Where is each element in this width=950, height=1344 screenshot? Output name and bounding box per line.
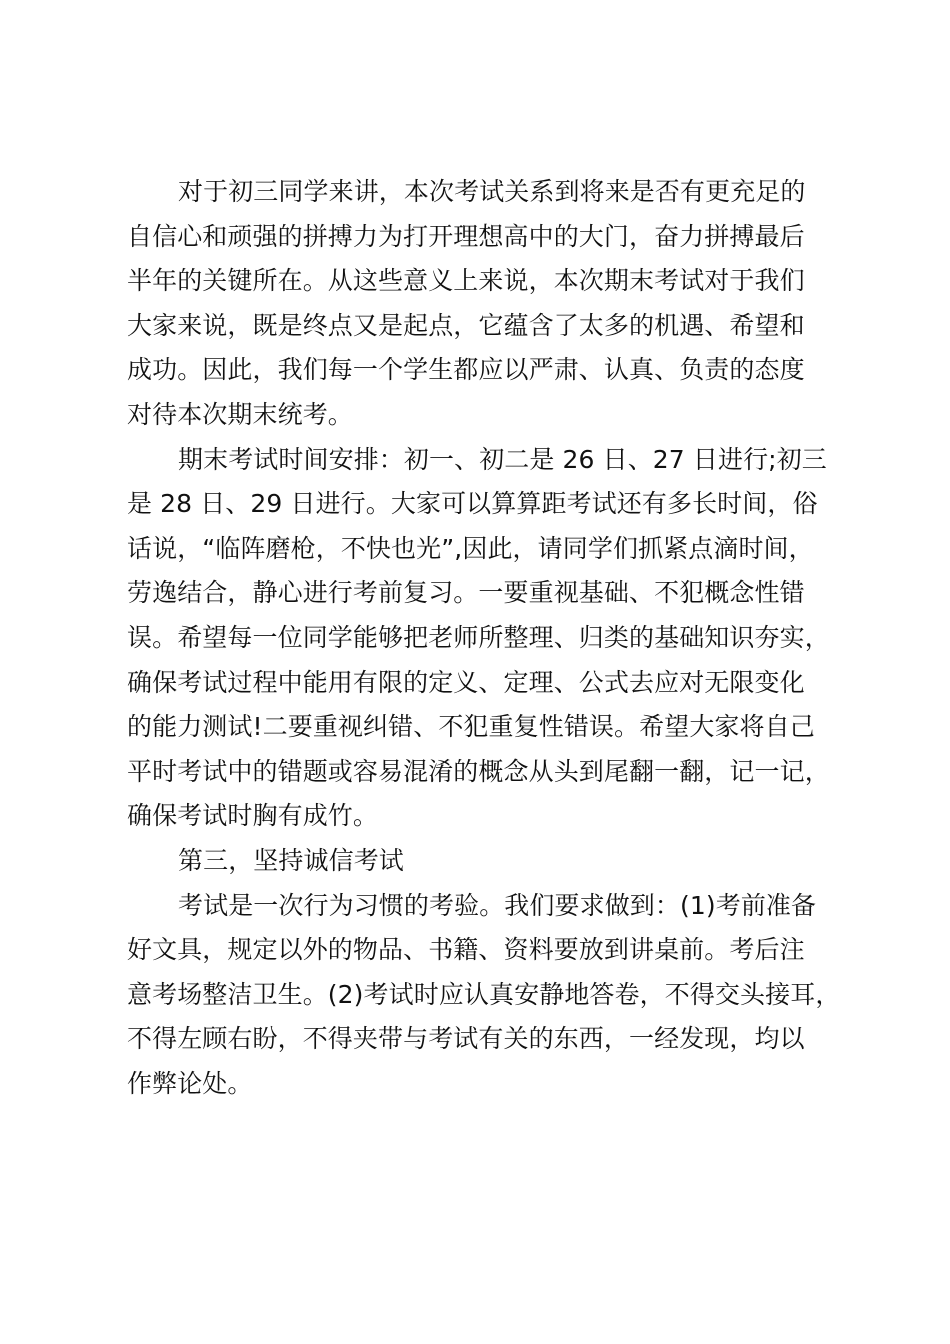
text-line: 考试是一次行为习惯的考验。我们要求做到：(1)考前准备 [178,890,817,920]
text-line: 自信心和顽强的拼搏力为打开理想高中的大门，奋力拼搏最后 [127,221,805,251]
text-line: 确保考试过程中能用有限的定义、定理、公式去应对无限变化 [127,667,805,697]
text-line: 劳逸结合，静心进行考前复习。一要重视基础、不犯概念性错 [127,578,805,608]
text-line: 的能力测试!二要重视纠错、不犯重复性错误。希望大家将自己 [127,712,815,742]
text-line: 确保考试时胸有成竹。 [127,801,379,831]
text-line: 是 28 日、29 日进行。大家可以算算距考试还有多长时间，俗 [127,489,818,519]
text-line: 大家来说，既是终点又是起点，它蕴含了太多的机遇、希望和 [127,310,805,340]
text-line: 期末考试时间安排：初一、初二是 26 日、27 日进行;初三 [178,444,827,474]
text-line: 对待本次期末统考。 [127,399,353,429]
paragraph [127,839,857,884]
text-line: 对于初三同学来讲，本次考试关系到将来是否有更充足的 [178,177,806,206]
paragraph [127,438,857,839]
text-line: 意考场整洁卫生。(2)考试时应认真安静地答卷，不得交头接耳， [127,979,841,1009]
text-line: 话说，“临阵磨枪，不快也光”,因此，请同学们抓紧点滴时间， [127,533,814,563]
text-line: 半年的关键所在。从这些意义上来说，本次期末考试对于我们 [127,266,805,296]
section-heading: 第三，坚持诚信考试 [178,845,404,875]
text-line: 成功。因此，我们每一个学生都应以严肃、认真、负责的态度 [127,355,805,385]
document-page [127,170,857,1106]
text-line: 好文具，规定以外的物品、书籍、资料要放到讲桌前。考后注 [127,935,805,965]
text-line: 作弊论处。 [127,1068,253,1098]
text-line: 不得左顾右盼，不得夹带与考试有关的东西，一经发现，均以 [127,1024,805,1054]
paragraph [127,884,857,1107]
text-line: 平时考试中的错题或容易混淆的概念从头到尾翻一翻，记一记， [127,756,830,786]
paragraph [127,170,857,438]
text-line: 误。希望每一位同学能够把老师所整理、归类的基础知识夯实， [127,622,830,652]
